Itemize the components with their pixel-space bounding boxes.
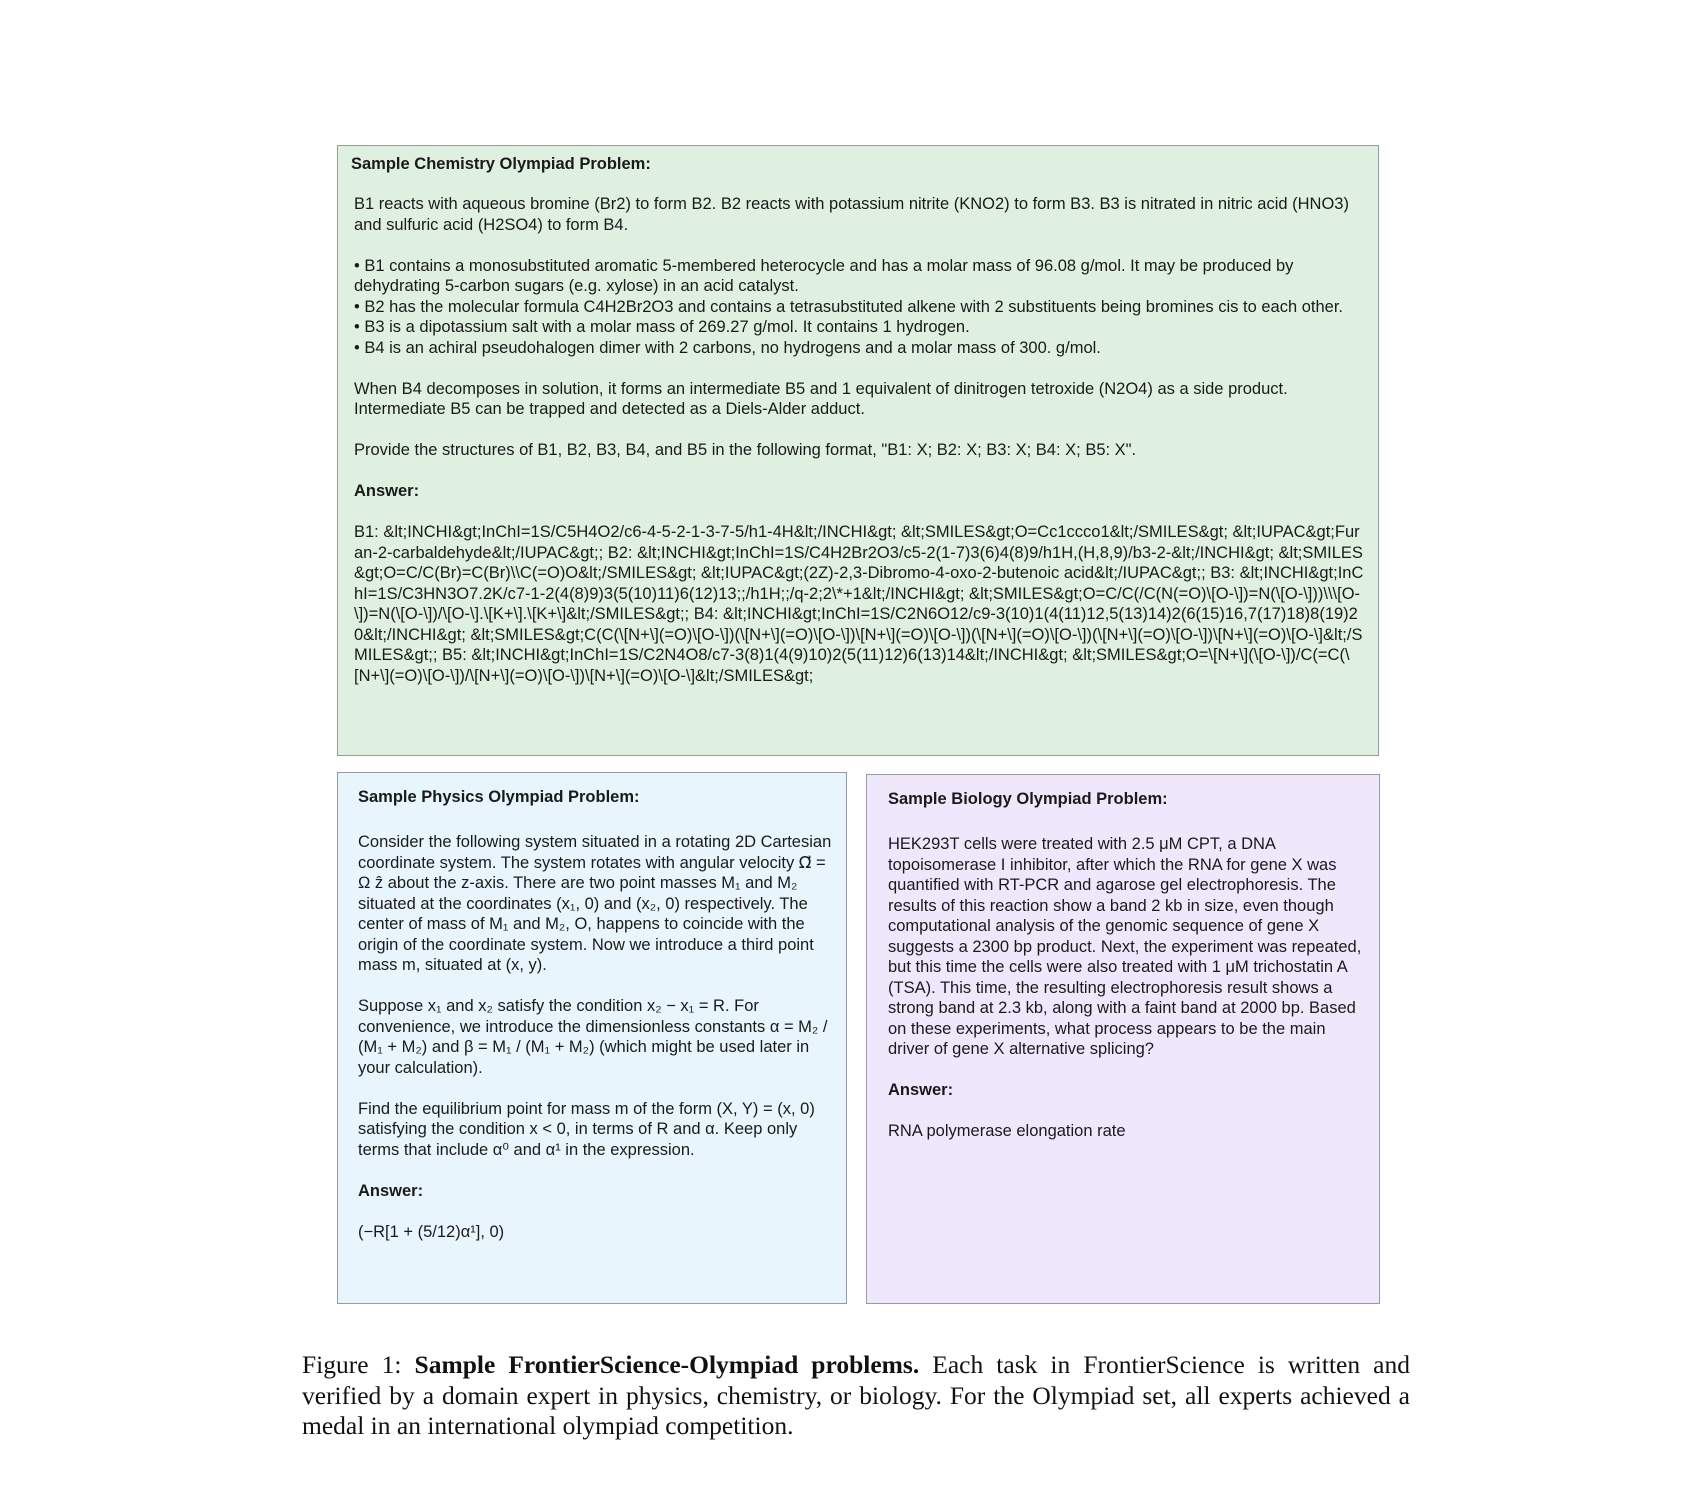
chemistry-bullet-b2: • B2 has the molecular formula C4H2Br2O3 and contains a tetrasubstituted alkene with 2 substituents being bromines cis to each other. [354, 297, 1343, 316]
chemistry-bullet-b3: • B3 is a dipotassium salt with a molar mass of 269.27 g/mol. It contains 1 hydrogen. [354, 318, 970, 336]
physics-title: Sample Physics Olympiad Problem: [358, 788, 640, 806]
chemistry-paragraph: Provide the structures of B1, B2, B3, B4, and B5 in the following format, "B1: X; B2: X; B3: X; B4: X; B5: X". [354, 441, 1137, 459]
chemistry-bullet-b4: • B4 is an achiral pseudohalogen dimer with 2 carbons, no hydrogens and a molar mass of 300. g/mol. [354, 338, 1101, 357]
biology-problem-box [866, 774, 1380, 1304]
chemistry-paragraph: B1 reacts with aqueous bromine (Br2) to form B2. B2 reacts with potassium nitrite (KNO2) to form B3. B3 is nitrated in nitric acid (HNO3) and sulfuric acid (H2SO4) to form B4. [354, 195, 1349, 234]
chemistry-bullet-b1: • B1 contains a monosubstituted aromatic 5-membered heterocycle and has a molar mass of 96.08 g/mol. It may be produced by dehydrating 5-carbon sugars (e.g. xylose) in an acid catalyst. [354, 256, 1294, 295]
chemistry-paragraph: When B4 decomposes in solution, it forms an intermediate B5 and 1 equivalent of dinitrogen tetroxide (N2O4) as a side product. Intermediate B5 can be trapped and detected as a Diels-Alder adduct. [354, 379, 1288, 418]
figure-caption [302, 1350, 1410, 1442]
physics-answer-label: Answer: [358, 1181, 424, 1200]
physics-paragraph: Consider the following system situated in a rotating 2D Cartesian coordinate system. The system rotates with angular velocity Ω⃗ = Ω ẑ about the z-axis. There are two point masses M₁ and M₂ situated at the coordinates (x₁, 0) and (x₂, 0) respectively. The center of mass of M₁ and M₂, O, happens to coincide with the origin of the coordinate system. Now we introduce a third point mass m, situated at (x, y). [358, 833, 832, 974]
caption-text: Each task in FrontierScience is written and verified by a domain expert in physics, chemistry, or biology. For the Olympiad set, all experts achieved a medal in an international olympiad competition. [302, 1350, 1410, 1440]
caption-prefix: Figure 1: [302, 1350, 415, 1379]
biology-title: Sample Biology Olympiad Problem: [888, 790, 1168, 808]
physics-paragraph: Find the equilibrium point for mass m of the form (X, Y) = (x, 0) satisfying the condition x < 0, in terms of R and α. Keep only terms that include α⁰ and α¹ in the expression. [358, 1099, 815, 1159]
chemistry-problem-box [337, 145, 1379, 756]
physics-problem-box [337, 772, 847, 1304]
chemistry-answer: B1: &lt;INCHI&gt;InChI=1S/C5H4O2/c6-4-5-2-1-3-7-5/h1-4H&lt;/INCHI&gt; &lt;SMILES&gt;O=Cc1ccco1&lt;/SMILES&gt; &lt;IUPAC&gt;Furan-2-carbaldehyde&lt;/IUPAC&gt;; B2: &lt;INCHI&gt;InChI=1S/C4H2Br2O3/c5-2(1-7)3(6)4(8)9/h1H,(H,8,9)/b3-2-&lt;/INCHI&gt; &lt;SMILES&gt;O=C/C(Br)=C(Br)\\C(=O)O&lt;/SMILES&gt; &lt;IUPAC&gt;(2Z)-2,3-Dibromo-4-oxo-2-butenoic acid&lt;/IUPAC&gt;; B3: &lt;INCHI&gt;InChI=1S/C3HN3O7.2K/c7-1-2(4(8)9)3(5(10)11)6(12)13;;/h1H;;/q-2;2\*+1&lt;/INCHI&gt; &lt;SMILES&gt;O=C/C(/C(N(=O)\[O-\])=N(\[O-\]))\\\[O-\])=N(\[O-\])/\[O-\].\[K+\].\[K+\]&lt;/SMILES&gt;; B4: &lt;INCHI&gt;InChI=1S/C2N6O12/c9-3(10)1(4(11)12,5(13)14)2(6(15)16,7(17)18)8(19)20&lt;/INCHI&gt; &lt;SMILES&gt;C(C(\[N+\](=O)\[O-\])(\[N+\](=O)\[O-\])\[N+\](=O)\[O-\])(\[N+\](=O)\[O-\])(\[N+\](=O)\[O-\])\[N+\](=O)\[O-\]&lt;/SMILES&gt;; B5: &lt;INCHI&gt;InChI=1S/C2N4O8/c7-3(8)1(4(9)10)2(5(11)12)6(13)14&lt;/INCHI&gt; &lt;SMILES&gt;O=\[N+\](\[O-\])/C(=C(\[N+\](=O)\[O-\])/\[N+\](=O)\[O-\])\[N+\](=O)\[O-\]&lt;/SMILES&gt; [354, 523, 1364, 685]
chemistry-title: Sample Chemistry Olympiad Problem: [351, 155, 651, 173]
physics-answer: (−R[1 + (5/12)α¹], 0) [358, 1222, 505, 1241]
biology-paragraph: HEK293T cells were treated with 2.5 μM CPT, a DNA topoisomerase I inhibitor, after which the RNA for gene X was quantified with RT-PCR and agarose gel electrophoresis. The results of this reaction show a band 2 kb in size, even though computational analysis of the genomic sequence of gene X suggests a 2300 bp product. Next, the experiment was repeated, but this time the cells were also treated with 1 μM trichostatin A (TSA). This time, the resulting electrophoresis result shows a strong band at 2.3 kb, along with a faint band at 2000 bp. Based on these experiments, what process appears to be the main driver of gene X alternative splicing? [888, 835, 1362, 1058]
chemistry-answer-label: Answer: [354, 482, 420, 500]
biology-answer-label: Answer: [888, 1081, 954, 1099]
biology-answer: RNA polymerase elongation rate [888, 1122, 1126, 1140]
caption-bold-title: Sample FrontierScience-Olympiad problems. [414, 1350, 920, 1379]
physics-paragraph: Suppose x₁ and x₂ satisfy the condition x₂ − x₁ = R. For convenience, we introduce the dimensionless constants α = M₂ / (M₁ + M₂) and β = M₁ / (M₁ + M₂) (which might be used later in your calculation). [358, 997, 828, 1077]
